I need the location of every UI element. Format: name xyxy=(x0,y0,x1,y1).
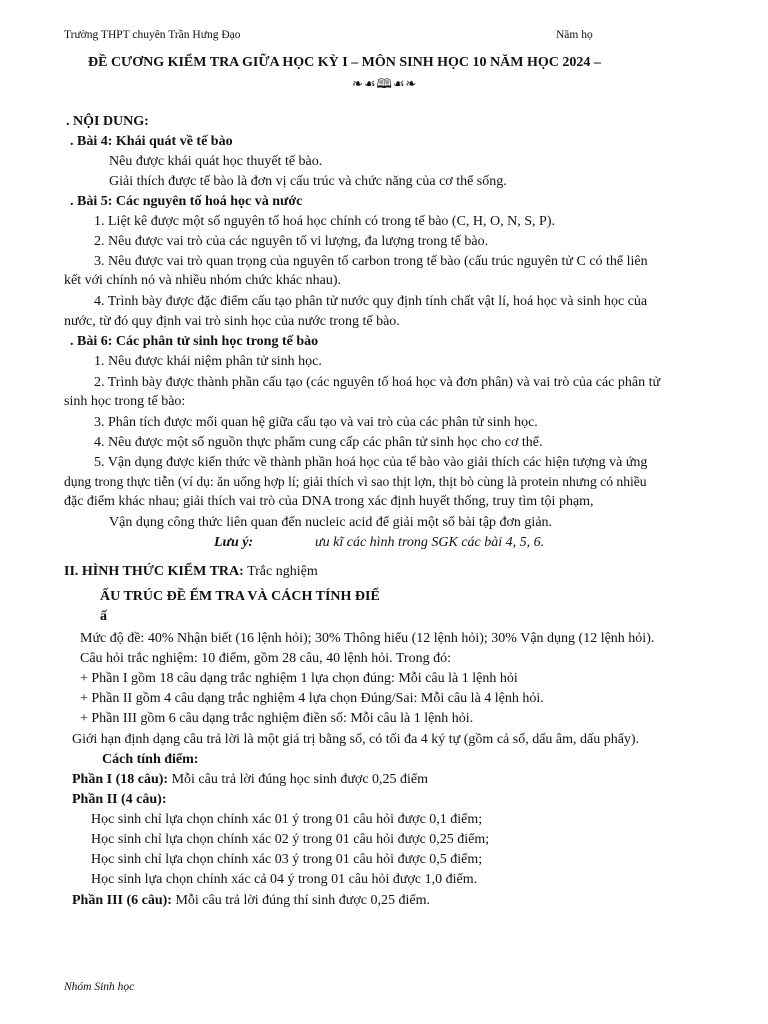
bai4-heading: . Bài 4: Khái quát về tế bào xyxy=(70,134,233,149)
document-title: ĐỀ CƯƠNG KIỂM TRA GIỮA HỌC KỲ I – MÔN SINH HỌC 10 NĂM HỌC 2024 – xyxy=(88,55,601,70)
section-format-value: Trắc nghiệm xyxy=(243,564,318,579)
bai4-line: Giải thích được tế bào là đơn vị cấu trúc và chức năng của cơ thể sống. xyxy=(109,174,507,189)
structure-line: Mức độ đề: 40% Nhận biết (16 lệnh hỏi); 30% Thông hiểu (12 lệnh hỏi); 30% Vận dụng (12 lệnh hỏi). xyxy=(80,631,655,646)
part1-text: Mỗi câu trả lời đúng học sinh được 0,25 điểm xyxy=(168,772,429,787)
structure-line: + Phần I gồm 18 câu dạng trắc nghiệm 1 lựa chọn đúng: Mỗi câu là 1 lệnh hỏi xyxy=(80,671,518,686)
part3-scoring xyxy=(72,892,430,910)
section-format-heading: II. HÌNH THỨC KIỂM TRA: xyxy=(64,564,244,579)
bai6-line: Vận dụng công thức liên quan đến nucleic acid để giải một số bài tập đơn giản. xyxy=(109,515,553,530)
bai6-line: sinh học trong tế bào: xyxy=(64,394,186,409)
title-ornament: ❧☙🕮☙❧ xyxy=(352,77,418,92)
note-label: Lưu ý: xyxy=(214,535,254,550)
bai5-line: 2. Nêu được vai trò của các nguyên tố vi lượng, đa lượng trong tế bào. xyxy=(94,234,489,249)
footer-group-name: Nhóm Sinh học xyxy=(64,981,135,993)
structure-line: + Phần III gồm 6 câu dạng trắc nghiệm điền số: Mỗi câu là 1 lệnh hỏi. xyxy=(80,711,474,726)
part1-scoring xyxy=(72,771,428,789)
bai6-line: 3. Phân tích được mối quan hệ giữa cấu tạo và vai trò của các phân tử sinh học. xyxy=(94,415,538,430)
school-name: Trường THPT chuyên Trần Hưng Đạo xyxy=(64,29,241,41)
part3-text: Mỗi câu trả lời đúng thí sinh được 0,25 điểm. xyxy=(171,893,430,908)
structure-line: Giới hạn định dạng câu trả lời là một giá trị bằng số, có tối đa 4 ký tự (gồm cả số, dấu âm, dấu phẩy). xyxy=(72,732,640,747)
bai4-line: Nêu được khái quát học thuyết tế bào. xyxy=(109,154,323,169)
bai6-line: đặc điểm khác nhau; giải thích vai trò của DNA trong xác định huyết thống, truy tìm tội phạm, xyxy=(64,494,594,509)
part3-label: Phần III (6 câu): xyxy=(72,893,172,908)
section-content-heading: . NỘI DUNG: xyxy=(66,114,149,129)
part2-line: Học sinh chỉ lựa chọn chính xác 01 ý trong 01 câu hỏi được 0,1 điểm; xyxy=(91,812,483,827)
bai6-line: 4. Nêu được một số nguồn thực phẩm cung cấp các phân tử sinh học cho cơ thể. xyxy=(94,435,543,450)
structure-line: Câu hỏi trắc nghiệm: 10 điểm, gồm 28 câu, 40 lệnh hỏi. Trong đó: xyxy=(80,651,451,666)
section-format xyxy=(64,563,318,581)
bai6-line: 5. Vận dụng được kiến thức về thành phần hoá học của tế bào vào giải thích các hiện tượng và ứng xyxy=(94,455,648,470)
part2-line: Học sinh lựa chọn chính xác cả 04 ý trong 01 câu hỏi được 1,0 điểm. xyxy=(91,872,478,887)
section-structure-heading-sub: ấ xyxy=(100,609,107,624)
bai6-heading: . Bài 6: Các phân tử sinh học trong tế bào xyxy=(70,334,319,349)
bai6-line: 1. Nêu được khái niệm phân tử sinh học. xyxy=(94,354,322,369)
part1-label: Phần I (18 câu): xyxy=(72,772,169,787)
bai6-line: dụng trong thực tiễn (ví dụ: ăn uống hợp lí; giải thích vì sao thịt lợn, thịt bò cùng là protein nhưng có nhiều xyxy=(64,474,647,489)
bai5-line: 1. Liệt kê được một số nguyên tố hoá học chính có trong tế bào (C, H, O, N, S, P). xyxy=(94,214,555,229)
note-text: ưu kĩ các hình trong SGK các bài 4, 5, 6. xyxy=(315,535,545,550)
school-year-label: Năm họ xyxy=(556,29,593,41)
part2-label: Phần II (4 câu): xyxy=(72,792,167,807)
bai5-line: 3. Nêu được vai trò quan trọng của nguyên tố carbon trong tế bào (cấu trúc nguyên tử C có thể liên xyxy=(94,254,648,269)
structure-line: + Phần II gồm 4 câu dạng trắc nghiệm 4 lựa chọn Đúng/Sai: Mỗi câu là 4 lệnh hỏi. xyxy=(80,691,544,706)
section-structure-heading: ẤU TRÚC ĐỀ ỂM TRA VÀ CÁCH TÍNH ĐIỂ xyxy=(100,589,380,604)
bai5-heading: . Bài 5: Các nguyên tố hoá học và nước xyxy=(70,194,303,209)
part2-line: Học sinh chỉ lựa chọn chính xác 02 ý trong 01 câu hỏi được 0,25 điểm; xyxy=(91,832,490,847)
bai5-line: kết với chính nó và nhiều nhóm chức khác nhau). xyxy=(64,273,342,288)
bai5-line: nước, từ đó quy định vai trò sinh học của nước trong tế bào. xyxy=(64,314,400,329)
bai6-line: 2. Trình bày được thành phần cấu tạo (các nguyên tố hoá học và đơn phân) và vai trò của các phân tử xyxy=(94,375,661,390)
scoring-heading: Cách tính điểm: xyxy=(102,752,199,767)
part2-line: Học sinh chỉ lựa chọn chính xác 03 ý trong 01 câu hỏi được 0,5 điểm; xyxy=(91,852,483,867)
bai5-line: 4. Trình bày được đặc điểm cấu tạo phân tử nước quy định tính chất vật lí, hoá học và sinh học của xyxy=(94,294,648,309)
